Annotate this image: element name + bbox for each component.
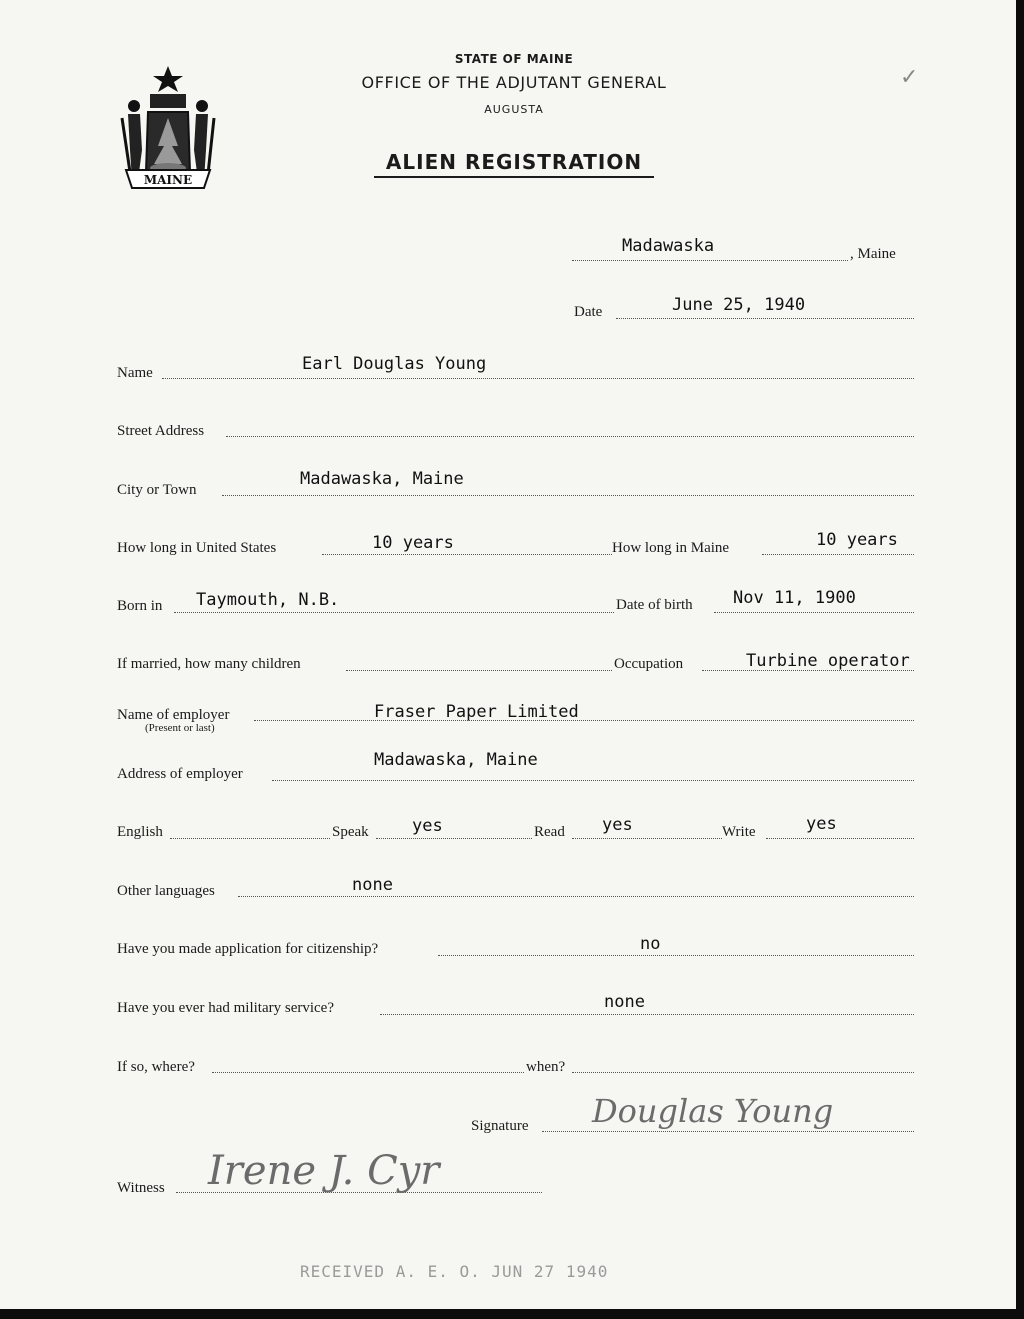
city-line — [222, 495, 914, 496]
date-label: Date — [574, 304, 603, 320]
dob-line — [714, 612, 914, 613]
military-value: none — [604, 992, 645, 1012]
seal-banner-text: MAINE — [143, 173, 193, 187]
maine-duration-label: How long in Maine — [612, 540, 730, 556]
read-line — [572, 838, 722, 839]
write-label: Write — [722, 824, 756, 840]
name-line — [162, 378, 914, 379]
dob-label: Date of birth — [616, 597, 693, 613]
born-label: Born in — [117, 598, 163, 614]
employer-address-label: Address of employer — [117, 766, 243, 782]
employer-label: Name of employer — [117, 707, 230, 723]
employer-value: Fraser Paper Limited — [374, 702, 579, 722]
date-value: June 25, 1940 — [672, 295, 806, 315]
other-languages-label: Other languages — [117, 883, 215, 899]
us-duration-label: How long in United States — [117, 540, 277, 556]
scan-border-bottom — [0, 1309, 1024, 1319]
citizenship-label: Have you made application for citizenship? — [117, 941, 379, 957]
when-label: when? — [526, 1059, 566, 1075]
employer-sublabel: (Present or last) — [145, 722, 215, 734]
employer-line — [254, 720, 914, 721]
read-label: Read — [534, 824, 565, 840]
checkmark-icon: ✓ — [900, 64, 919, 89]
state-seal-icon — [112, 62, 224, 194]
witness-value: Irene J. Cyr — [208, 1148, 440, 1194]
when-line — [572, 1072, 914, 1073]
citizenship-value: no — [640, 934, 661, 954]
form-title: ALIEN REGISTRATION — [385, 150, 643, 174]
header-office: OFFICE OF THE ADJUTANT GENERAL — [361, 73, 667, 92]
header-city: AUGUSTA — [484, 103, 544, 116]
us-duration-value: 10 years — [372, 533, 454, 553]
english-line — [170, 838, 330, 839]
maine-duration-value: 10 years — [816, 530, 898, 550]
title-underline — [374, 176, 654, 178]
where-label: If so, where? — [117, 1059, 195, 1075]
date-line — [616, 318, 914, 319]
town-value: Madawaska — [622, 236, 715, 256]
header-state: STATE OF MAINE — [454, 52, 574, 66]
signature-value: Douglas Young — [592, 1092, 834, 1130]
town-line — [572, 260, 848, 261]
occupation-label: Occupation — [614, 656, 684, 672]
signature-line — [542, 1131, 914, 1132]
speak-line — [376, 838, 532, 839]
dob-value: Nov 11, 1900 — [733, 588, 856, 608]
military-label: Have you ever had military service? — [117, 1000, 334, 1016]
other-languages-line — [238, 896, 914, 897]
town-suffix: , Maine — [850, 246, 896, 262]
scan-border-right — [1016, 0, 1024, 1319]
employer-address-value: Madawaska, Maine — [374, 750, 538, 770]
city-value: Madawaska, Maine — [300, 469, 464, 489]
employer-address-line — [272, 780, 914, 781]
witness-label: Witness — [117, 1180, 165, 1196]
children-label: If married, how many children — [117, 656, 301, 672]
children-line — [346, 670, 612, 671]
english-label: English — [117, 824, 163, 840]
received-stamp: RECEIVED A. E. O. JUN 27 1940 — [300, 1262, 609, 1281]
speak-label: Speak — [332, 824, 369, 840]
military-line — [380, 1014, 914, 1015]
write-line — [766, 838, 914, 839]
maine-duration-line — [762, 554, 914, 555]
street-line — [226, 436, 914, 437]
name-label: Name — [117, 365, 153, 381]
other-languages-value: none — [352, 875, 393, 895]
name-value: Earl Douglas Young — [302, 354, 487, 374]
citizenship-line — [438, 955, 914, 956]
where-line — [212, 1072, 524, 1073]
signature-label: Signature — [471, 1118, 529, 1134]
us-duration-line — [322, 554, 612, 555]
city-label: City or Town — [117, 482, 197, 498]
born-line — [174, 612, 614, 613]
street-label: Street Address — [117, 423, 205, 439]
born-value: Taymouth, N.B. — [196, 590, 340, 610]
write-value: yes — [806, 814, 837, 834]
occupation-value: Turbine operator — [746, 651, 910, 671]
speak-value: yes — [412, 816, 443, 836]
read-value: yes — [602, 815, 633, 835]
